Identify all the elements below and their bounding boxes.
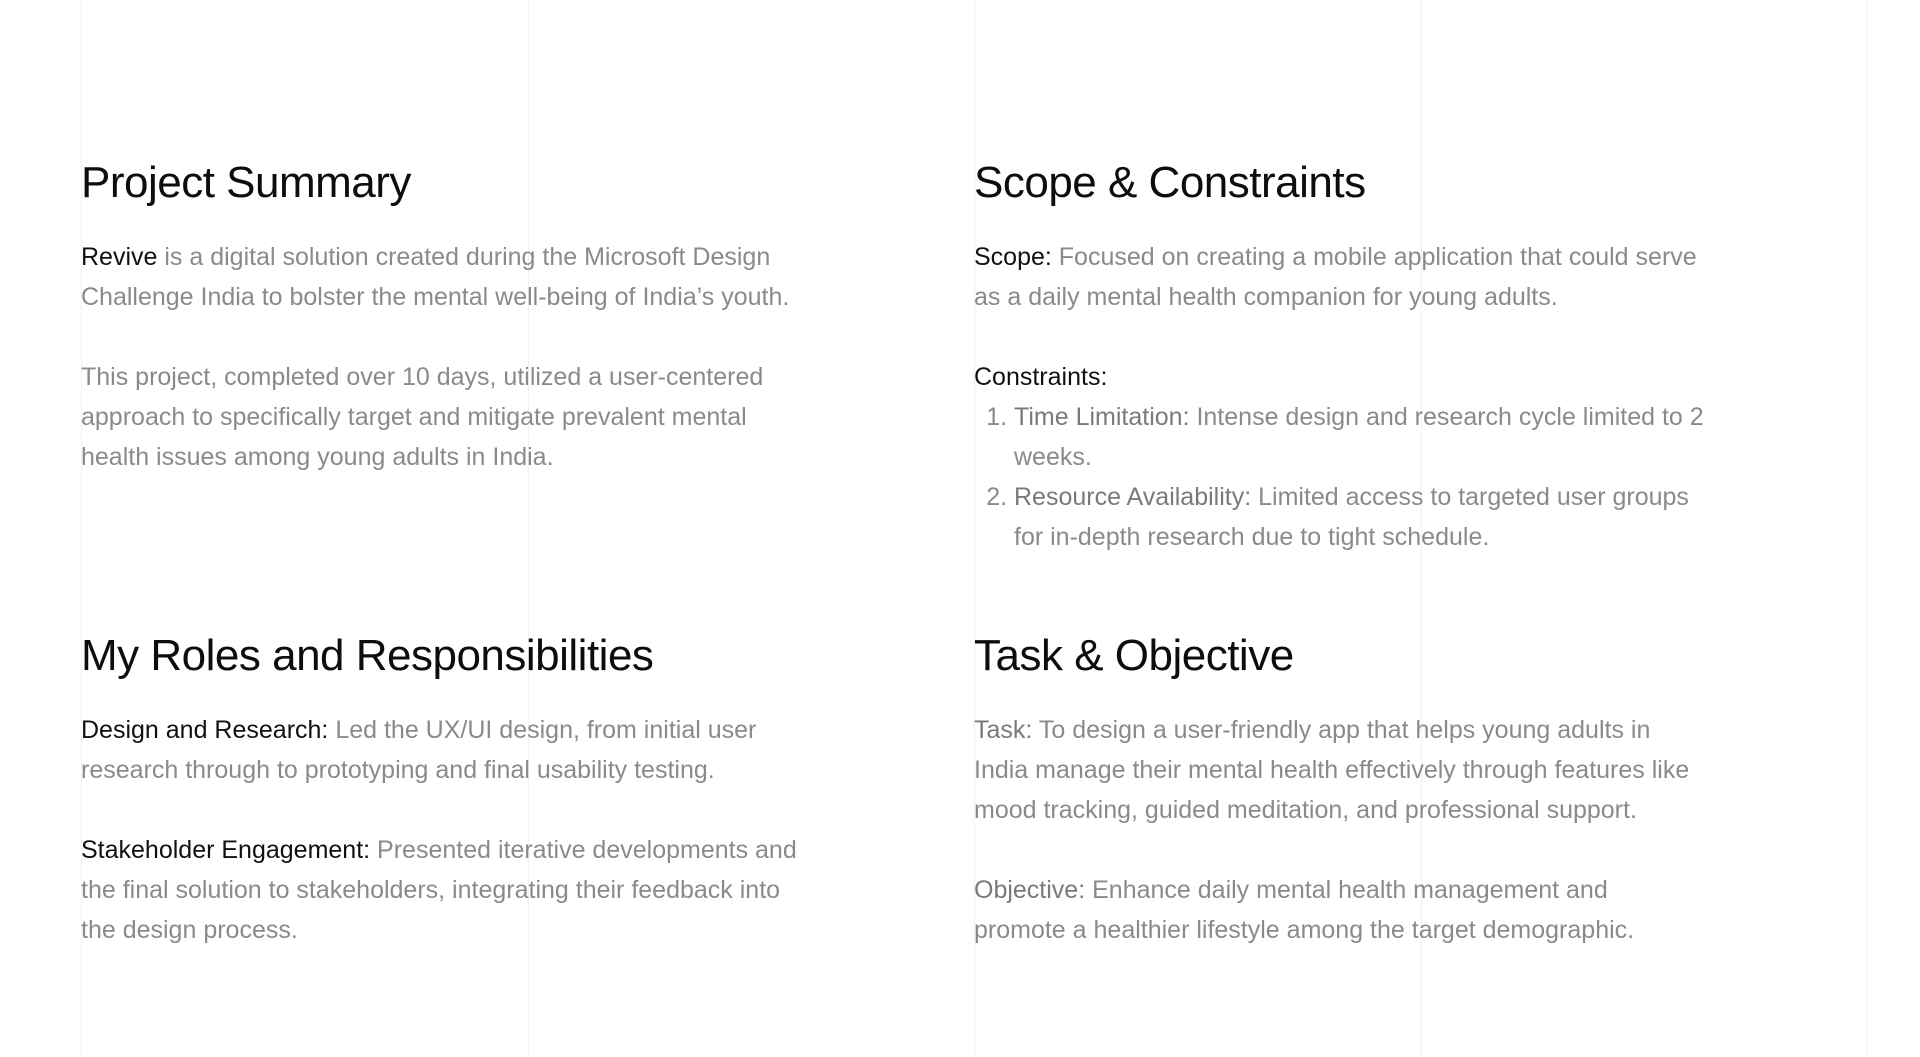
project-summary-paragraph: [81, 237, 811, 317]
scope-constraints-section: [974, 157, 1704, 557]
role-paragraph: [81, 710, 811, 790]
constraint-item: [1014, 397, 1704, 477]
objective-label: Objective:: [974, 876, 1086, 904]
project-summary-text: is a digital solution created during the Microsoft Design Challenge India to bolster the mental well-being of India’s youth.: [81, 243, 790, 311]
scope-label: Scope:: [974, 243, 1052, 271]
constraint-item: [1014, 477, 1704, 557]
task-objective-section: [974, 630, 1704, 950]
scope-text: Focused on creating a mobile application that could serve as a daily mental health companion for young adults.: [974, 243, 1697, 311]
role-text: Presented iterative developments and the final solution to stakeholders, integrating their feedback into the design process.: [81, 836, 797, 944]
roles-heading: My Roles and Responsibilities: [81, 631, 654, 680]
roles-section: [81, 630, 811, 950]
project-summary-section: [81, 157, 811, 477]
task-paragraph: [974, 710, 1704, 830]
constraints-list: [974, 397, 1704, 557]
task-text: To design a user-friendly app that helps young adults in India manage their mental health effectively through features like mood tracking, guided meditation, and professional support.: [974, 716, 1690, 824]
objective-text: Enhance daily mental health management and promote a healthier lifestyle among the target demographic.: [974, 876, 1635, 944]
layout-gridline: [1867, 0, 1868, 1057]
task-objective-body: [974, 710, 1704, 950]
task-objective-heading: Task & Objective: [974, 631, 1294, 680]
roles-body: [81, 710, 811, 950]
role-label: Design and Research:: [81, 716, 329, 744]
scope-paragraph: [974, 237, 1704, 317]
constraint-text: Limited access to targeted user groups for in-depth research due to tight schedule.: [1014, 483, 1689, 551]
project-summary-body: [81, 237, 811, 477]
constraint-label: Time Limitation:: [1014, 403, 1190, 431]
task-label: Task:: [974, 716, 1033, 744]
role-text: Led the UX/UI design, from initial user research through to prototyping and final usability testing.: [81, 716, 757, 784]
constraint-label: Resource Availability:: [1014, 483, 1252, 511]
role-label: Stakeholder Engagement:: [81, 836, 371, 864]
constraint-text: Intense design and research cycle limited to 2 weeks.: [1014, 403, 1704, 471]
project-summary-heading: Project Summary: [81, 158, 411, 207]
scope-constraints-body: [974, 237, 1704, 557]
project-summary-paragraph: This project, completed over 10 days, utilized a user-centered approach to specifically target and mitigate prevalent mental health issues among young adults in India.: [81, 363, 764, 471]
role-paragraph: [81, 830, 811, 950]
project-name: Revive: [81, 243, 158, 271]
scope-constraints-heading: Scope & Constraints: [974, 158, 1366, 207]
objective-paragraph: [974, 870, 1704, 950]
constraints-label: Constraints:: [974, 363, 1108, 391]
